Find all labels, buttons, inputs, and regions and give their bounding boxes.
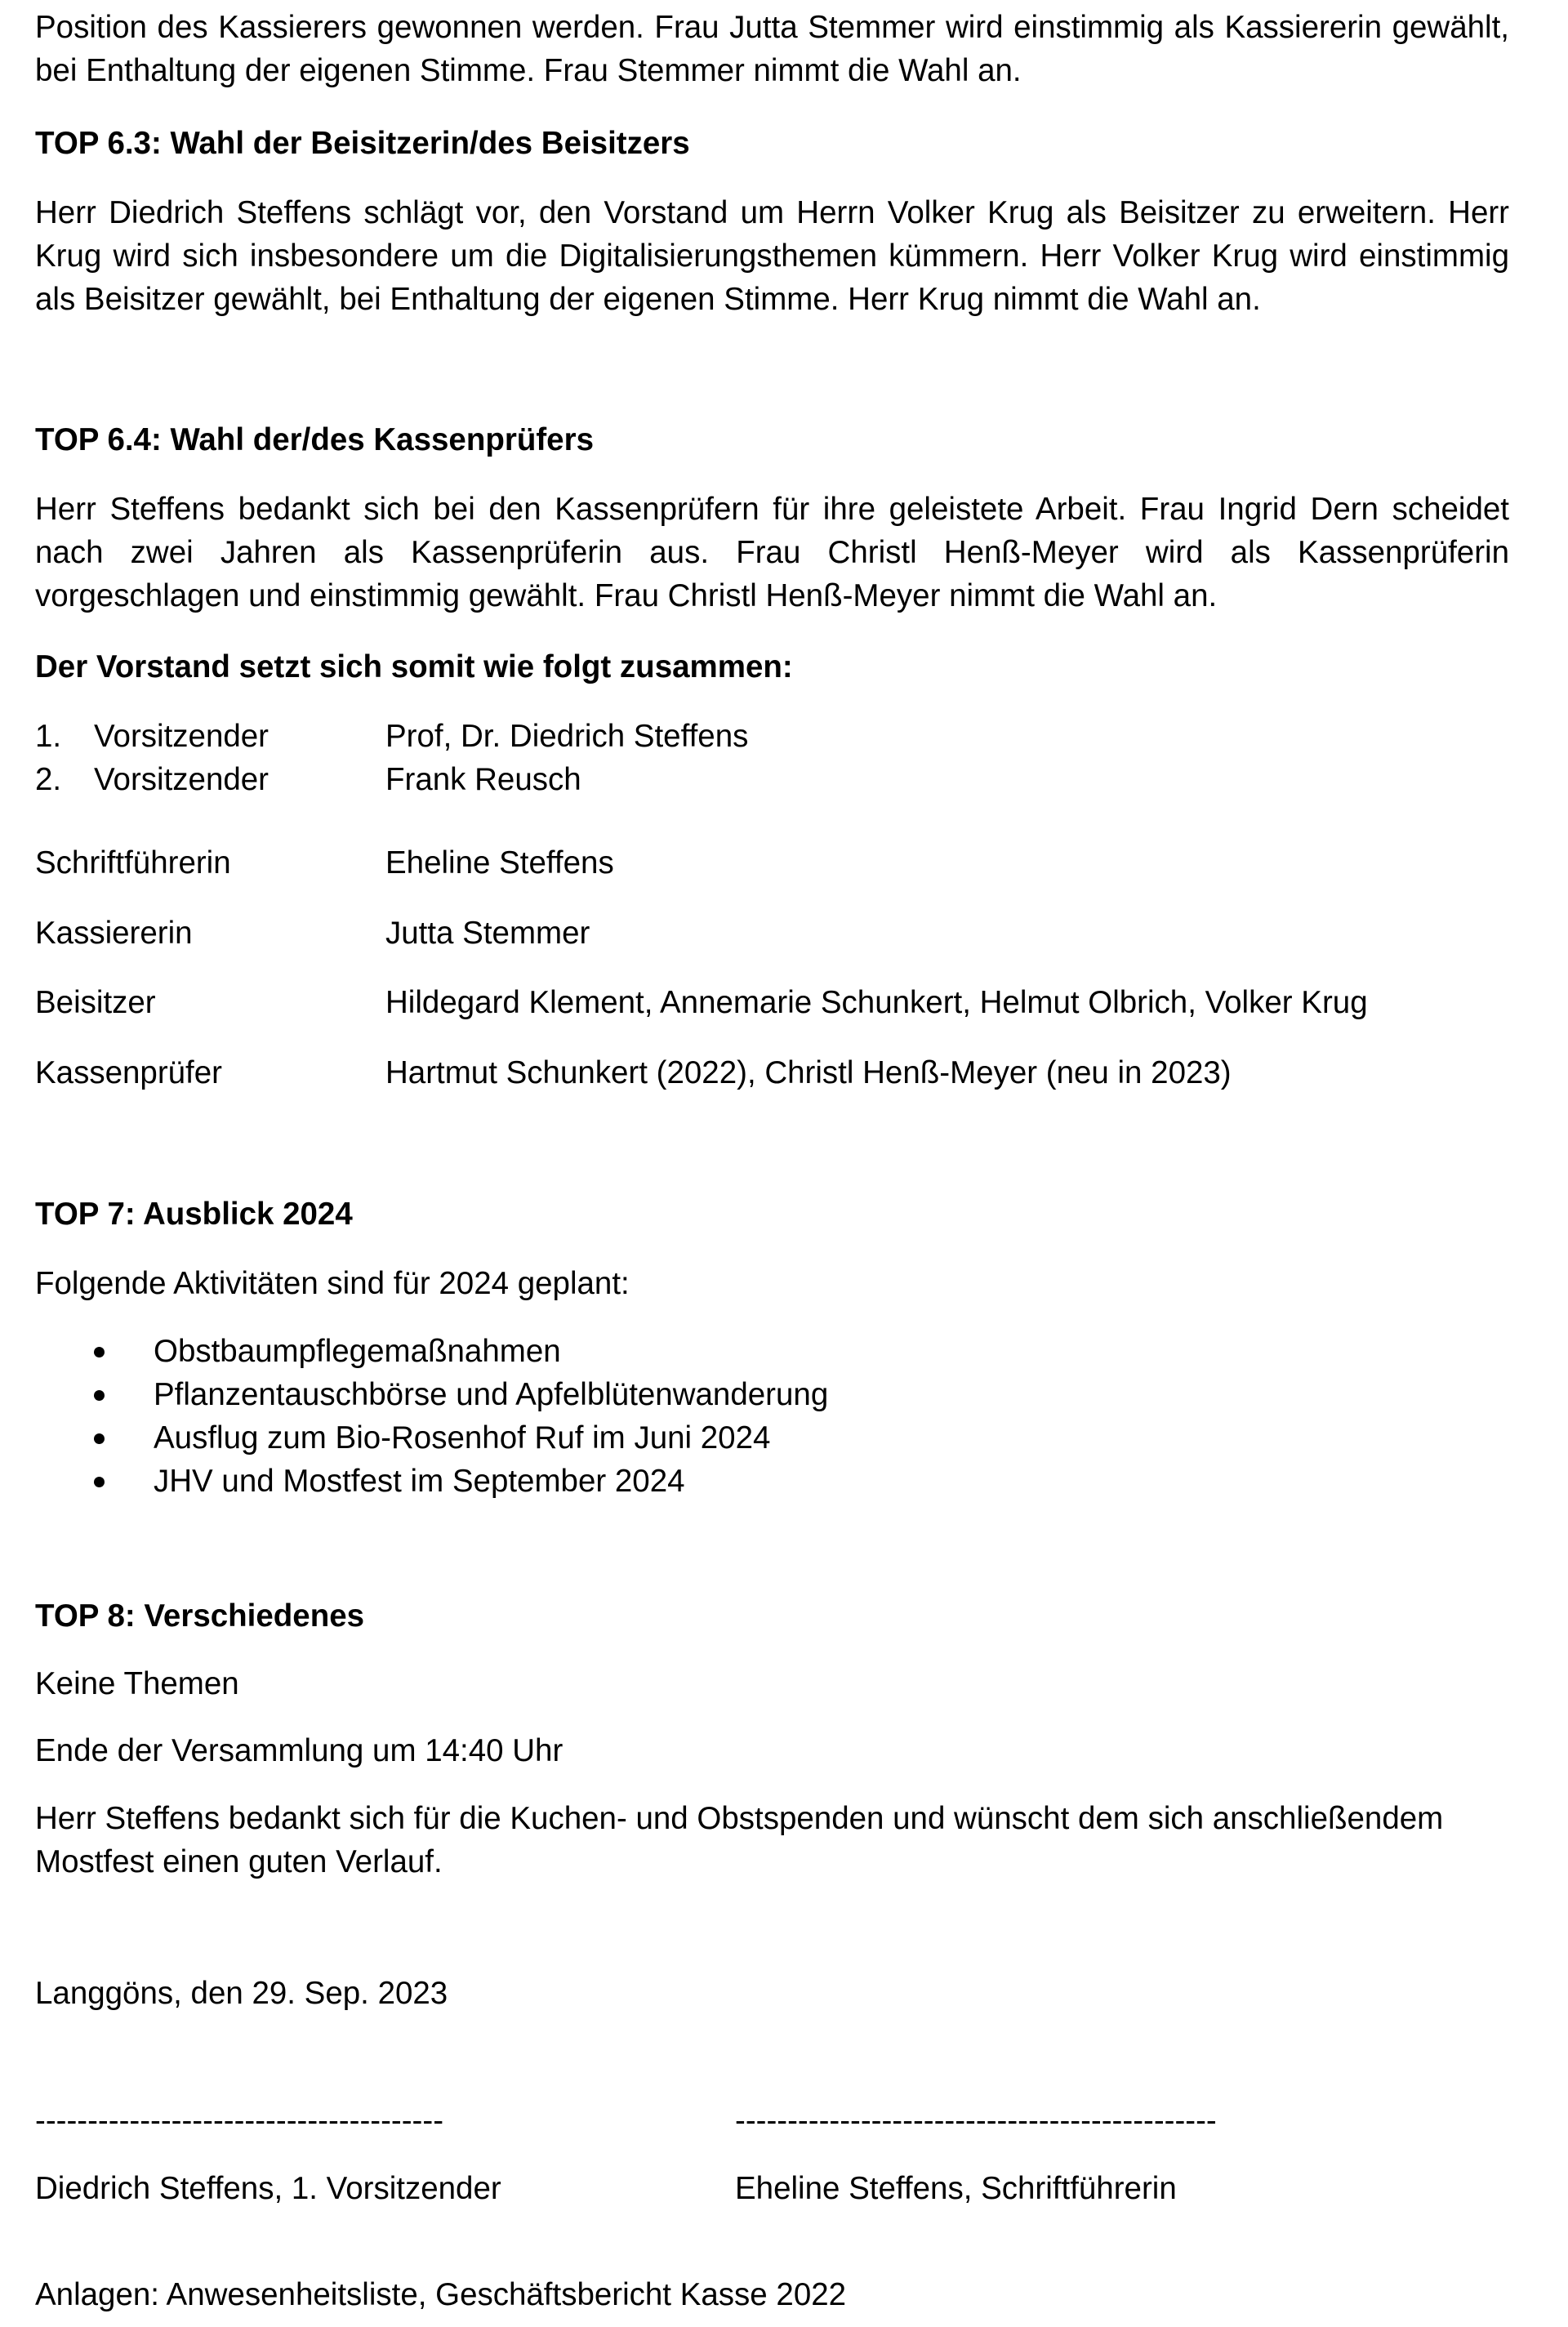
board-heading: Der Vorstand setzt sich somit wie folgt zusammen: xyxy=(35,649,793,684)
intro-paragraph: Position des Kassierers gewonnen werden. Frau Jutta Stemmer wird einstimmig als Kassiererin gewählt, bei Enthaltung der eigenen Stimme. Frau Stemmer nimmt die Wahl an. xyxy=(35,10,1509,88)
top64-paragraph: Herr Steffens bedankt sich bei den Kassenprüfern für ihre geleistete Arbeit. Frau Ingrid Dern scheidet nach zwei Jahren als Kassenprüferin aus. Frau Christl Henß-Meyer wird als Kassenprüferin vorgeschlagen und einstimmig gewählt. Frau Christl Henß-Meyer nimmt die Wahl an. xyxy=(35,492,1509,613)
list-item: Ausflug zum Bio-Rosenhof Ruf im Juni 2024 xyxy=(35,1416,828,1460)
attachments-line: Anlagen: Anwesenheitsliste, Geschäftsbericht Kasse 2022 xyxy=(35,2277,847,2312)
activities-list xyxy=(35,1330,828,1503)
bullet-icon xyxy=(94,1390,105,1401)
board-member-row xyxy=(35,981,1521,1024)
top8-topics: Keine Themen xyxy=(35,1666,239,1701)
chair-number: 1. xyxy=(35,719,62,754)
signature-name-right: Eheline Steffens, Schriftführerin xyxy=(735,2171,1177,2206)
bullet-icon xyxy=(94,1477,105,1487)
top8-heading: TOP 8: Verschiedenes xyxy=(35,1598,365,1634)
signature-line-left: --------------------------------------- xyxy=(35,2103,444,2138)
bullet-icon xyxy=(94,1347,105,1357)
chair-name: Frank Reusch xyxy=(385,762,581,797)
top64-heading: TOP 6.4: Wahl der/des Kassenprüfers xyxy=(35,422,594,457)
member-role: Kassenprüfer xyxy=(35,1055,222,1090)
list-item: Pflanzentauschbörse und Apfelblütenwanderung xyxy=(35,1373,828,1416)
top7-heading: TOP 7: Ausblick 2024 xyxy=(35,1197,353,1232)
thanks-paragraph: Herr Steffens bedankt sich für die Kuchen- und Obstspenden und wünscht dem sich anschließendem Mostfest einen guten Verlauf. xyxy=(35,1801,1444,1879)
member-name: Jutta Stemmer xyxy=(385,916,590,951)
signature-line-right: ---------------------------------------------- xyxy=(735,2103,1217,2138)
board-chair-row xyxy=(35,715,1521,758)
member-role: Beisitzer xyxy=(35,985,156,1020)
chair-number: 2. xyxy=(35,762,62,797)
chair-role: Vorsitzender xyxy=(94,762,270,797)
member-name: Hartmut Schunkert (2022), Christl Henß-Meyer (neu in 2023) xyxy=(385,1055,1232,1090)
member-role: Schriftführerin xyxy=(35,845,231,880)
member-name: Eheline Steffens xyxy=(385,845,614,880)
top63-paragraph: Herr Diedrich Steffens schlägt vor, den Vorstand um Herrn Volker Krug als Beisitzer zu erweitern. Herr Krug wird sich insbesondere um die Digitalisierungsthemen kümmern. Herr Volker Krug wird einstimmig als Beisitzer gewählt, bei Enthaltung der eigenen Stimme. Herr Krug nimmt die Wahl an. xyxy=(35,195,1509,317)
top7-intro: Folgende Aktivitäten sind für 2024 geplant: xyxy=(35,1266,630,1301)
place-date: Langgöns, den 29. Sep. 2023 xyxy=(35,1976,448,2011)
bullet-icon xyxy=(94,1433,105,1444)
board-member-row xyxy=(35,1051,1521,1094)
member-role: Kassiererin xyxy=(35,916,193,951)
member-name: Hildegard Klement, Annemarie Schunkert, Helmut Olbrich, Volker Krug xyxy=(385,985,1368,1020)
chair-name: Prof, Dr. Diedrich Steffens xyxy=(385,719,749,754)
list-item: JHV und Mostfest im September 2024 xyxy=(35,1460,828,1503)
top63-heading: TOP 6.3: Wahl der Beisitzerin/des Beisitzers xyxy=(35,126,690,161)
board-member-row xyxy=(35,912,1521,955)
board-member-row xyxy=(35,841,1521,885)
chair-role: Vorsitzender xyxy=(94,719,270,754)
board-chair-row xyxy=(35,758,1521,801)
list-item: Obstbaumpflegemaßnahmen xyxy=(35,1330,828,1373)
meeting-end: Ende der Versammlung um 14:40 Uhr xyxy=(35,1733,564,1768)
signature-name-left: Diedrich Steffens, 1. Vorsitzender xyxy=(35,2171,501,2206)
